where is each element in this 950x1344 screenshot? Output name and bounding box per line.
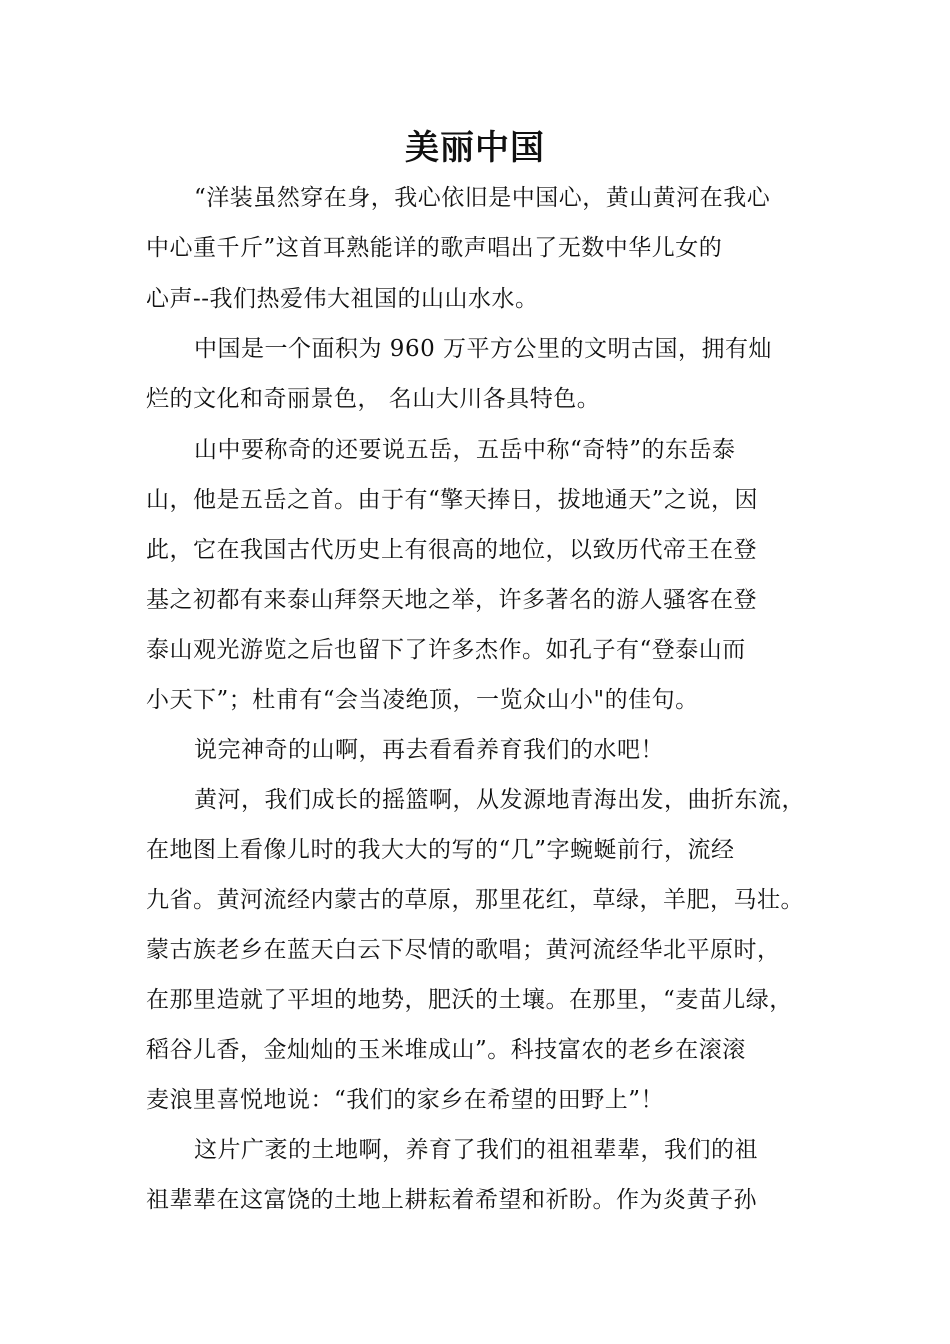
- text-line: 心声--我们热爱伟大祖国的山山水水。: [146, 286, 539, 312]
- text-line: 泰山观光游览之后也留下了许多杰作。如孔子有“登泰山而: [146, 637, 746, 663]
- document-title: 美丽中国: [405, 128, 545, 168]
- text-line: 说完神奇的山啊，再去看看养育我们的水吧！: [194, 737, 664, 763]
- text-line: 黄河，我们成长的摇篮啊，从发源地青海出发，曲折东流，: [194, 787, 805, 813]
- text-line: 此，它在我国古代历史上有很高的地位，以致历代帝王在登: [146, 537, 757, 563]
- text-line: 九省。黄河流经内蒙古的草原，那里花红，草绿，羊肥，马壮。: [146, 887, 804, 913]
- text-line: 祖辈辈在这富饶的土地上耕耘着希望和祈盼。作为炎黄子孙: [146, 1187, 757, 1213]
- text-line: 山中要称奇的还要说五岳，五岳中称“奇特”的东岳泰: [194, 437, 736, 463]
- text-line: 稻谷儿香，金灿灿的玉米堆成山”。科技富农的老乡在滚滚: [146, 1037, 746, 1063]
- text-line: 蒙古族老乡在蓝天白云下尽情的歌唱；黄河流经华北平原时，: [146, 937, 781, 963]
- text-line: 在地图上看像儿时的我大大的写的“几”字蜿蜒前行，流经: [146, 837, 735, 863]
- text-line: 中心重千斤”这首耳熟能详的歌声唱出了无数中华儿女的: [146, 235, 723, 261]
- text-line: 这片广袤的土地啊，养育了我们的祖祖辈辈，我们的祖: [194, 1137, 758, 1163]
- text-line: 基之初都有来泰山拜祭天地之举，许多著名的游人骚客在登: [146, 587, 757, 613]
- text-line: 小天下”；杜甫有“会当凌绝顶，一览众山小"的佳句。: [146, 687, 699, 713]
- text-line: 中国是一个面积为 960 万平方公里的文明古国，拥有灿: [194, 336, 773, 362]
- text-line: 麦浪里喜悦地说：“我们的家乡在希望的田野上”！: [146, 1087, 665, 1113]
- text-line: “洋装虽然穿在身，我心依旧是中国心，黄山黄河在我心: [194, 185, 771, 211]
- text-line: 山，他是五岳之首。由于有“擎天捧日，拔地通天”之说，因: [146, 487, 759, 513]
- text-line: 在那里造就了平坦的地势，肥沃的土壤。在那里，“麦苗儿绿，: [146, 987, 793, 1013]
- text-line: 烂的文化和奇丽景色， 名山大川各具特色。: [146, 386, 601, 412]
